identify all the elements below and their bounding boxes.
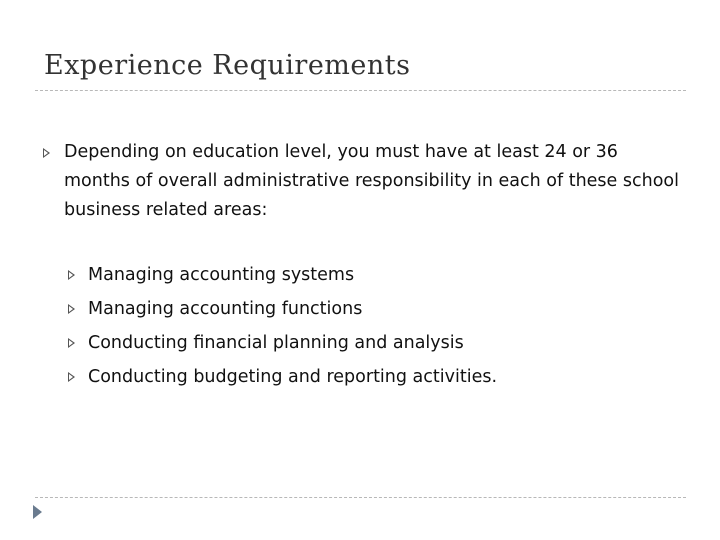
triangle-right-icon [68, 338, 75, 348]
triangle-right-icon [68, 304, 75, 314]
slide-title: Experience Requirements [44, 50, 411, 81]
next-slide-arrow-icon[interactable] [33, 505, 42, 519]
sub-bullet-text: Managing accounting functions [88, 299, 363, 319]
triangle-right-icon [68, 270, 75, 280]
sub-bullet-text: Managing accounting systems [88, 265, 355, 285]
main-bullet-text: Depending on education level, you must have at least 24 or 36 months of overall administrative responsibility in each of these school business related areas: [64, 142, 679, 220]
footer-divider [35, 497, 686, 498]
title-divider [35, 90, 686, 91]
triangle-right-icon [43, 148, 50, 158]
sub-bullet-text: Conducting budgeting and reporting activities. [88, 367, 498, 387]
sub-bullet-text: Conducting financial planning and analysis [88, 333, 464, 353]
triangle-right-icon [68, 372, 75, 382]
